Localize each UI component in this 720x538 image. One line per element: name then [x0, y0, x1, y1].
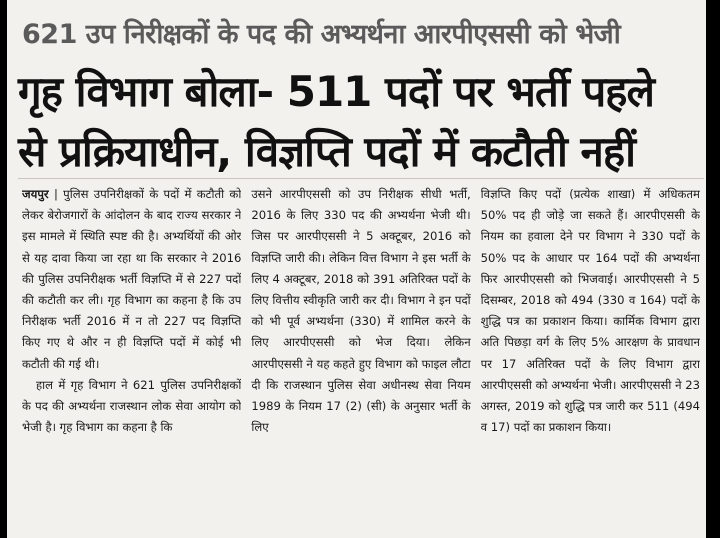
article-paragraph-1: जयपुर | पुलिस उपनिरीक्षकों के पदों में कटौती को लेकर बेरोजगारों के आंदोलन के बाद राज्य सरकार ने इस मामले में स्थिति स्पष्ट की है। अभ्यर्थियों की ओर से यह दावा किया जा रहा था कि सरकार ने 2016 की पुलिस उपनिरीक्षक भर्ती विज्ञप्ति में से 227 पदों की कटौती कर ली। गृह विभाग का कहना है कि उप निरीक्षक भर्ती 2016 में न तो 227 पद विज्ञप्ति किए गए थे और न ही विज्ञप्ति पदों में कोई भी कटौती की गई थी।: [22, 187, 242, 371]
article-paragraph-2: हाल में गृह विभाग ने 621 पुलिस उपनिरीक्षकों के पद की अभ्यर्थना राजस्थान लोक सेवा आयोग को भेजी है। गृह विभाग का कहना है कि: [22, 377, 242, 435]
article-column-1: [22, 184, 241, 538]
dateline: जयपुर: [22, 187, 49, 201]
column-2-text: उसने आरपीएससी को उप निरीक्षक सीधी भर्ती, 2016 के लिए 330 पद की अभ्यर्थना भेजी थी। जिस पर आरपीएससी ने 5 अक्टूबर, 2016 को विज्ञप्ति जारी की। लेकिन वित्त विभाग ने इस भर्ती के लिए 4 अक्टूबर, 2018 को 391 अतिरिक्त पदों के लिए वित्तीय स्वीकृति जारी कर दी। विभाग ने इन पदों को भी पूर्व अभ्यर्थना (330) में शामिल करने के लिए आरपीएससी को भेज दिया। लेकिन आरपीएससी ने यह कहते हुए विभाग को फाइल लौटा दी कि राजस्थान पुलिस सेवा अधीनस्थ सेवा नियम 1989 के नियम 17 (2) (सी) के अनुसार भर्ती के लिए: [251, 187, 471, 435]
article-column-3: [481, 184, 700, 538]
left-frame-border: [0, 0, 7, 538]
right-frame-border: [706, 0, 720, 538]
headline-line-1: गृह विभाग बोला- 511 पदों पर भर्ती पहले: [18, 67, 654, 116]
main-headline: [18, 62, 708, 182]
article-body: [22, 184, 700, 538]
article-column-2: [251, 184, 470, 538]
headline-line-2: से प्रक्रियाधीन, विज्ञप्ति पदों में कटौती नहीं: [18, 127, 636, 176]
kicker-headline: 621 उप निरीक्षकों के पद की अभ्यर्थना आरपीएससी को भेजी: [22, 19, 621, 50]
column-3-text: विज्ञप्ति किए पदों (प्रत्येक शाखा) में अधिकतम 50% पद ही जोड़े जा सकते हैं। आरपीएससी के नियम का हवाला देने पर विभाग ने 330 पदों के 50% पद के आधार पर 164 पदों की अभ्यर्थना फिर आरपीएससी को भिजवाई। आरपीएससी ने 5 दिसम्बर, 2018 को 494 (330 व 164) पदों के शुद्धि पत्र का प्रकाशन किया। कार्मिक विभाग द्वारा अति पिछड़ा वर्ग के लिए 5% आरक्षण के प्रावधान पर 17 अतिरिक्त पदों के लिए विभाग द्वारा आरपीएससी को अभ्यर्थना भेजी। आरपीएससी ने 23 अगस्त, 2019 को शुद्धि पत्र जारी कर 511 (494 व 17) पदों का प्रकाशन किया।: [480, 187, 700, 435]
headline-divider: [18, 178, 704, 179]
paragraph-1-text: पुलिस उपनिरीक्षकों के पदों में कटौती को लेकर बेरोजगारों के आंदोलन के बाद राज्य सरकार ने इस मामले में स्थिति स्पष्ट की है। अभ्यर्थियों की ओर से यह दावा किया जा रहा था कि सरकार ने 2016 की पुलिस उपनिरीक्षक भर्ती विज्ञप्ति में से 227 पदों की कटौती कर ली। गृह विभाग का कहना है कि उप निरीक्षक भर्ती 2016 में न तो 227 पद विज्ञप्ति किए गए थे और न ही विज्ञप्ति पदों में कोई भी कटौती की गई थी।: [22, 187, 242, 371]
